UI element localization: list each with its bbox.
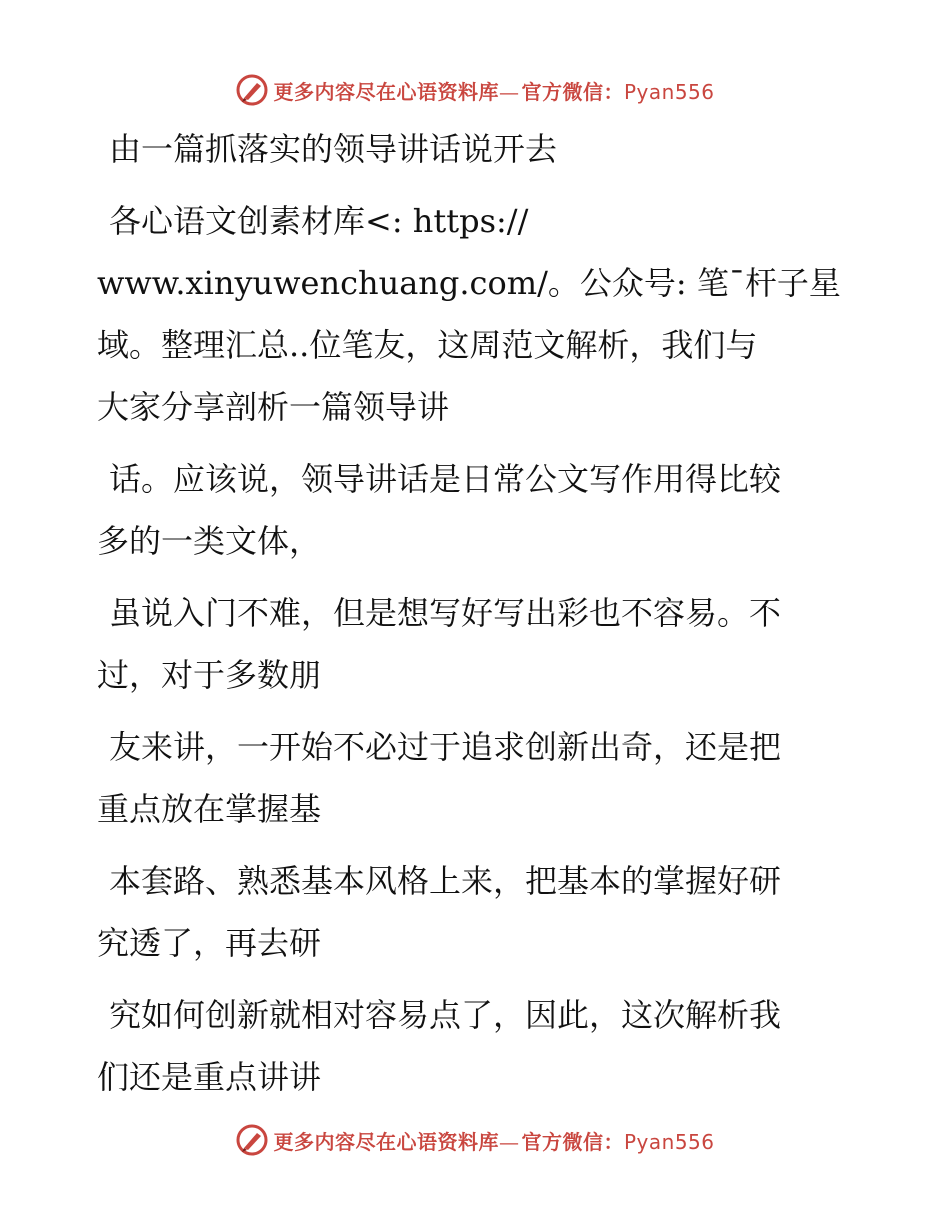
footer-banner xyxy=(0,1120,950,1160)
text-line: 友来讲，一开始不必过于追求创新出奇，还是把 xyxy=(109,728,782,766)
text-line: 们还是重点讲讲 xyxy=(97,1058,322,1096)
text-line: www.xinyuwenchuang.com/。公众号: 笔¯杆子星 xyxy=(97,264,841,302)
text-line: 重点放在掌握基 xyxy=(97,790,322,828)
paragraph xyxy=(97,190,841,438)
text-line: 各心语文创素材库<: https:// xyxy=(109,202,529,240)
text-line: 本套路、熟悉基本风格上来，把基本的掌握好研 xyxy=(109,862,782,900)
paragraph xyxy=(97,582,837,706)
text-line: 话。应该说，领导讲话是日常公文写作用得比较 xyxy=(109,460,782,498)
document-body xyxy=(97,118,841,1118)
header-banner xyxy=(0,70,950,110)
paragraph xyxy=(97,850,837,974)
text-line: 究如何创新就相对容易点了，因此，这次解析我 xyxy=(109,996,782,1034)
pen-logo-icon xyxy=(235,1123,269,1157)
text-line: 域。整理汇总..位笔友，这周范文解析，我们与 xyxy=(97,326,758,364)
paragraph xyxy=(97,984,837,1108)
paragraph xyxy=(97,118,837,180)
text-line: 由一篇抓落实的领导讲话说开去 xyxy=(109,130,558,168)
text-line: 究透了，再去研 xyxy=(97,924,322,962)
paragraph xyxy=(97,716,837,840)
text-line: 过，对于多数朋 xyxy=(97,656,322,694)
pen-logo-icon xyxy=(235,73,269,107)
banner-text: 更多内容尽在心语资料库— 官方微信：Pyan556 xyxy=(273,1129,715,1154)
paragraph xyxy=(97,448,837,572)
banner-text: 更多内容尽在心语资料库— 官方微信：Pyan556 xyxy=(273,79,715,104)
text-line: 多的一类文体， xyxy=(97,522,322,560)
text-line: 虽说入门不难，但是想写好写出彩也不容易。不 xyxy=(109,594,782,632)
text-line: 大家分享剖析一篇领导讲 xyxy=(97,388,450,426)
